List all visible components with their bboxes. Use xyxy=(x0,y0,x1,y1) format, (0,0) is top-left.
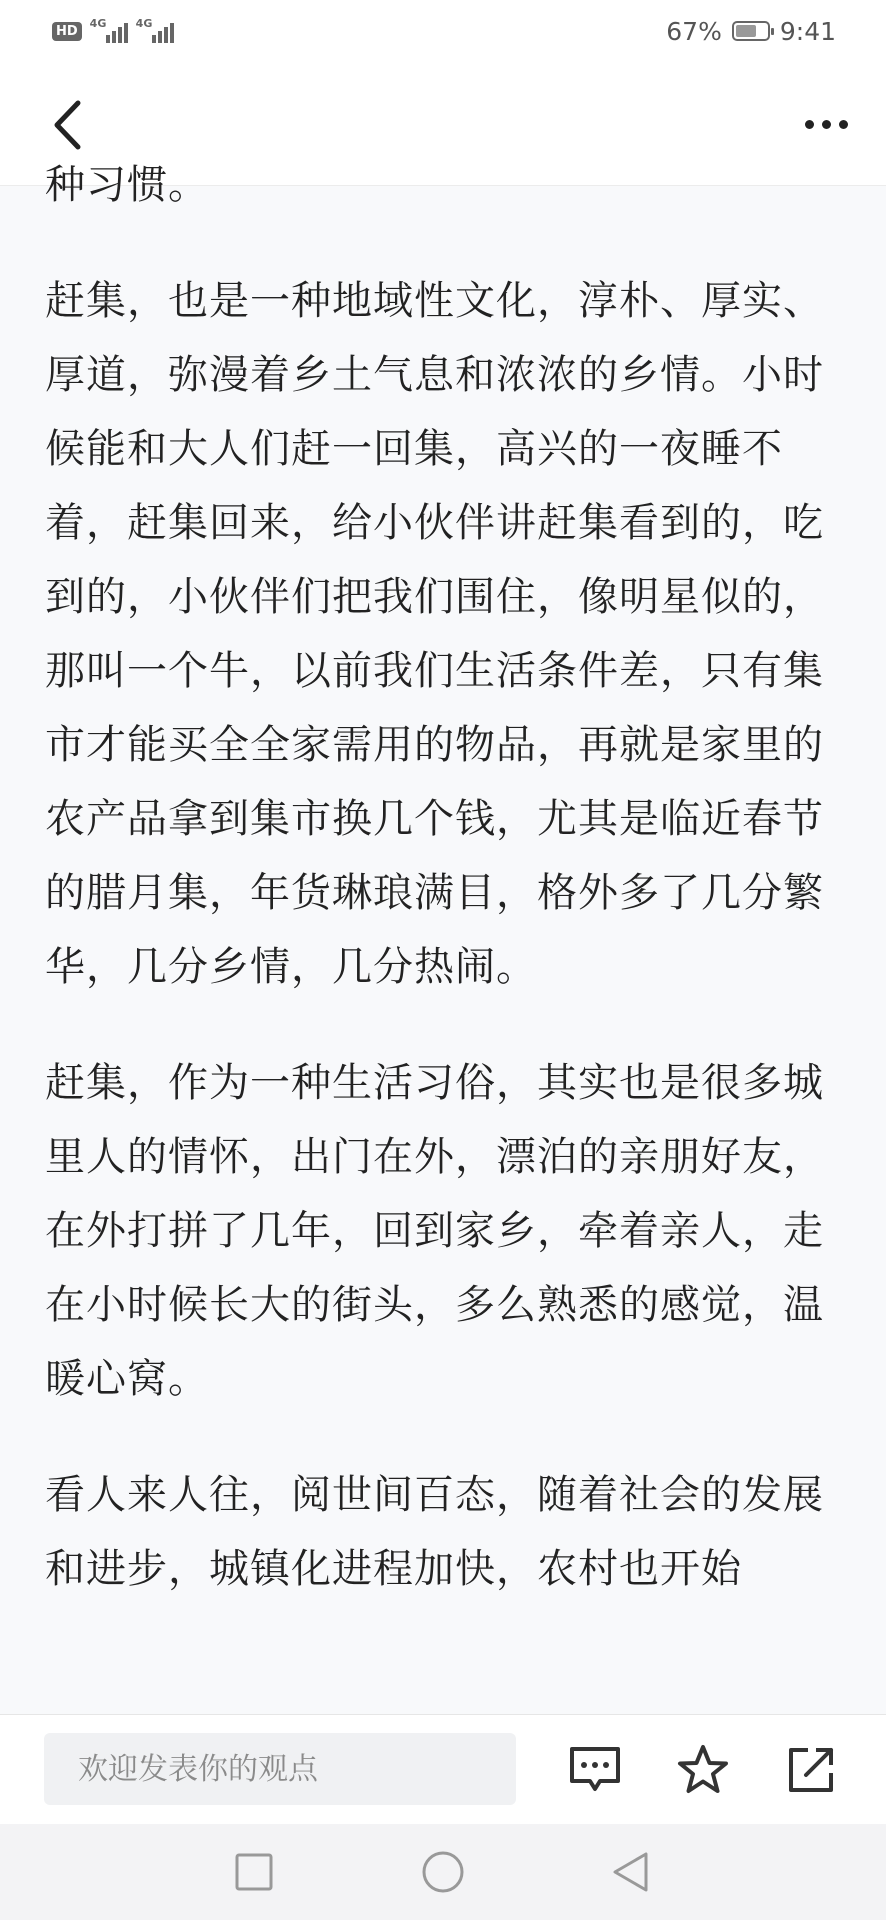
recent-apps-button[interactable] xyxy=(232,1850,276,1894)
favorite-button[interactable] xyxy=(676,1743,730,1797)
signal-icon xyxy=(90,19,128,43)
home-icon xyxy=(421,1850,465,1894)
signal-icon-2 xyxy=(136,19,174,43)
bottom-action-bar xyxy=(0,1714,886,1824)
article-paragraph: 种习惯。 xyxy=(45,162,209,208)
article-body xyxy=(45,148,845,1648)
share-icon xyxy=(786,1745,836,1795)
clock: 9:41 xyxy=(779,16,836,46)
article-paragraph: 赶集，也是一种地域性文化，淳朴、厚实、厚道，弥漫着乡土气息和浓浓的乡情。小时候能和大人们赶一回集，高兴的一夜睡不着，赶集回来，给小伙伴讲赶集看到的，吃到的，小伙伴们把我们围住，像明星似的，那叫一个牛，以前我们生活条件差，只有集市才能买全全家需用的物品，再就是家里的农产品拿到集市换几个钱，尤其是临近春节的腊月集，年货琳琅满目，格外多了几分繁华，几分乡情，几分热闹。 xyxy=(45,278,824,990)
share-button[interactable] xyxy=(784,1743,838,1797)
system-back-button[interactable] xyxy=(608,1850,652,1894)
comment-input[interactable] xyxy=(44,1733,516,1805)
network-type-label-2: 4G xyxy=(135,17,153,30)
hd-badge: HD xyxy=(52,22,82,41)
back-triangle-icon xyxy=(610,1850,650,1894)
article-scroll-area[interactable] xyxy=(0,162,886,1714)
home-button[interactable] xyxy=(421,1850,465,1894)
status-left xyxy=(52,19,174,43)
back-button[interactable] xyxy=(42,96,92,154)
article-paragraph: 赶集，作为一种生活习俗，其实也是很多城里人的情怀，出门在外，漂泊的亲朋好友，在外打拼了几年，回到家乡，牵着亲人，走在小时候长大的街头，多么熟悉的感觉，温暖心窝。 xyxy=(45,1060,824,1402)
comment-button[interactable] xyxy=(568,1743,622,1797)
status-bar xyxy=(0,0,886,62)
comment-icon xyxy=(568,1745,622,1795)
recent-apps-icon xyxy=(234,1852,274,1892)
system-nav-bar xyxy=(0,1824,886,1920)
chevron-left-icon xyxy=(52,100,82,150)
article-paragraph: 看人来人往，阅世间百态，随着社会的发展和进步，城镇化进程加快，农村也开始 xyxy=(45,1472,824,1592)
more-dots-icon xyxy=(805,120,814,129)
battery-percent: 67% xyxy=(666,16,722,46)
battery-icon xyxy=(732,21,770,41)
star-icon xyxy=(676,1744,730,1796)
status-right xyxy=(666,17,836,46)
network-type-label: 4G xyxy=(89,17,107,30)
more-button[interactable] xyxy=(796,104,856,144)
